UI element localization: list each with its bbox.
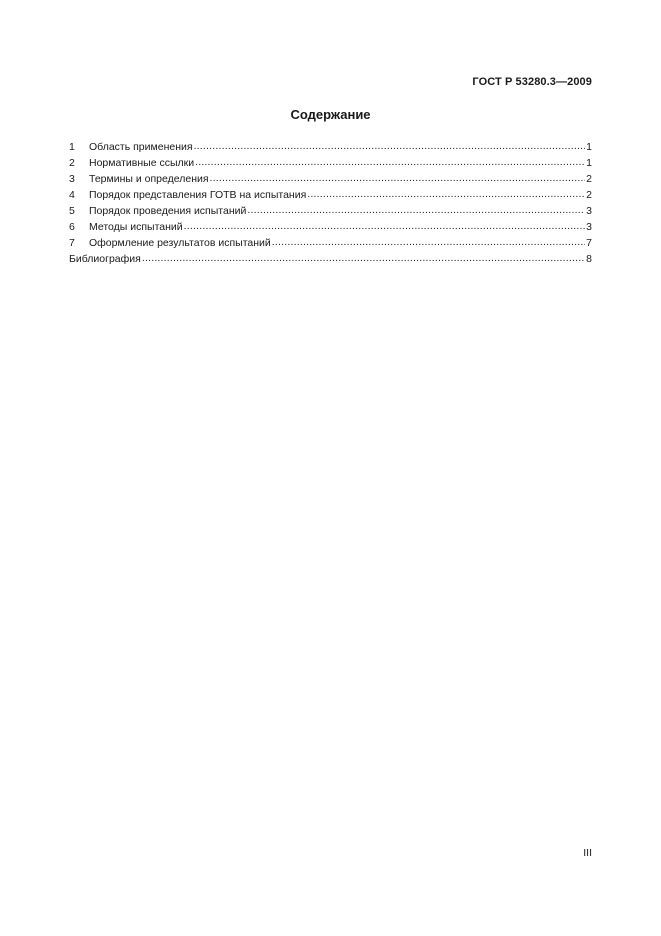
toc-entry-label: Библиография bbox=[69, 253, 141, 265]
toc-entry-label: Термины и определения bbox=[89, 173, 209, 185]
toc-entry-label: Нормативные ссылки bbox=[89, 157, 195, 169]
toc-entry-submission-procedure[interactable] bbox=[69, 187, 592, 203]
toc-entry-number: 5 bbox=[69, 205, 75, 217]
toc-leader-dots bbox=[247, 202, 585, 218]
toc-entry-label: Область применения bbox=[89, 141, 193, 153]
toc-entry-label: Порядок представления ГОТВ на испытания bbox=[89, 189, 307, 201]
toc-entry-label: Оформление результатов испытаний bbox=[89, 237, 271, 249]
toc-entry-number: 3 bbox=[69, 173, 75, 185]
page-number: III bbox=[583, 847, 592, 859]
toc-entry-results-formatting[interactable] bbox=[69, 235, 592, 251]
toc-entry-label: Порядок проведения испытаний bbox=[89, 205, 247, 217]
table-of-contents bbox=[69, 139, 592, 267]
toc-entry-number: 1 bbox=[69, 141, 75, 153]
toc-leader-dots bbox=[194, 138, 586, 154]
toc-entry-label: Методы испытаний bbox=[89, 221, 183, 233]
toc-leader-dots bbox=[184, 218, 586, 234]
toc-leader-dots bbox=[142, 250, 585, 266]
toc-entry-scope[interactable] bbox=[69, 139, 592, 155]
toc-entry-testing-procedure[interactable] bbox=[69, 203, 592, 219]
toc-entry-page: 8 bbox=[586, 253, 592, 265]
toc-entry-number: 2 bbox=[69, 157, 75, 169]
toc-entry-page: 1 bbox=[586, 141, 592, 153]
toc-entry-page: 2 bbox=[586, 173, 592, 185]
toc-entry-page: 1 bbox=[586, 157, 592, 169]
toc-title: Содержание bbox=[290, 107, 371, 122]
toc-entry-terms[interactable] bbox=[69, 171, 592, 187]
toc-entry-test-methods[interactable] bbox=[69, 219, 592, 235]
toc-entry-page: 2 bbox=[586, 189, 592, 201]
document-standard-id: ГОСТ Р 53280.3—2009 bbox=[472, 76, 592, 88]
toc-entry-page: 3 bbox=[586, 221, 592, 233]
toc-leader-dots bbox=[195, 154, 585, 170]
toc-leader-dots bbox=[307, 186, 585, 202]
toc-entry-bibliography[interactable] bbox=[69, 251, 592, 267]
toc-entry-number: 6 bbox=[69, 221, 75, 233]
toc-entry-page: 7 bbox=[586, 237, 592, 249]
toc-entry-number: 7 bbox=[69, 237, 75, 249]
toc-entry-number: 4 bbox=[69, 189, 75, 201]
toc-entry-normative-references[interactable] bbox=[69, 155, 592, 171]
toc-entry-page: 3 bbox=[586, 205, 592, 217]
toc-leader-dots bbox=[210, 170, 586, 186]
toc-leader-dots bbox=[272, 234, 585, 250]
